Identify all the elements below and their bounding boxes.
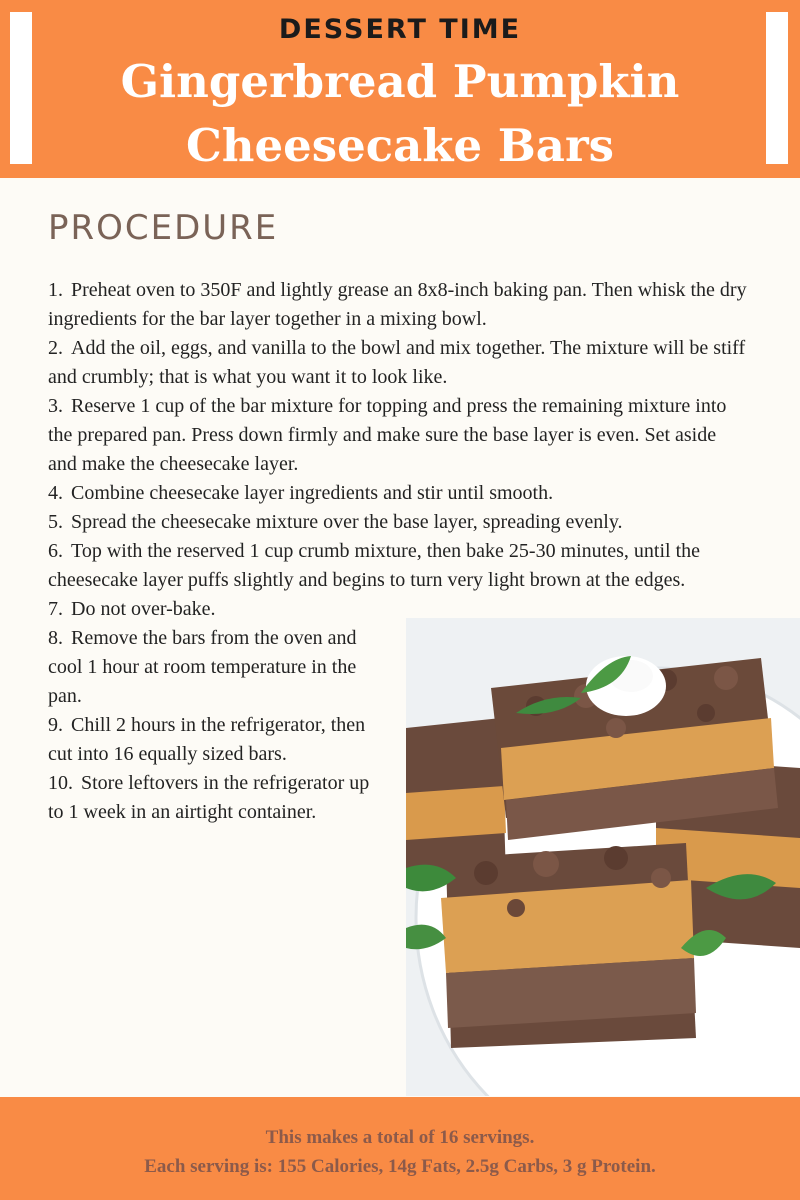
step-number: 3. xyxy=(48,395,63,417)
procedure-step-7 xyxy=(48,595,386,624)
procedure-heading: PROCEDURE xyxy=(48,208,279,248)
step-number: 2. xyxy=(48,337,63,359)
step-text: Preheat oven to 350F and lightly grease an 8x8-inch baking pan. Then whisk the dry ingredients for the bar layer together in a mixing bowl. xyxy=(48,279,747,330)
step-number: 7. xyxy=(48,598,63,620)
step-text: Spread the cheesecake mixture over the base layer, spreading evenly. xyxy=(71,511,623,533)
procedure-step-10 xyxy=(48,769,386,827)
step-text: Combine cheesecake layer ingredients and stir until smooth. xyxy=(71,482,554,504)
step-text: Top with the reserved 1 cup crumb mixture, then bake 25-30 minutes, until the cheesecake layer puffs slightly and begins to turn very light brown at the edges. xyxy=(48,540,701,591)
step-number: 6. xyxy=(48,540,63,562)
procedure-step-1 xyxy=(48,276,748,334)
step-number: 4. xyxy=(48,482,63,504)
recipe-title-line2: Cheesecake Bars xyxy=(185,119,615,172)
procedure-step-2 xyxy=(48,334,748,392)
header-banner xyxy=(0,0,800,178)
step-text: Reserve 1 cup of the bar mixture for topping and press the remaining mixture into the prepared pan. Press down firmly and make sure the base layer is even. Set aside and make the cheesecake layer. xyxy=(48,395,727,475)
procedure-step-6 xyxy=(48,537,748,595)
step-number: 8. xyxy=(48,627,63,649)
recipe-title xyxy=(0,50,800,178)
footer-banner xyxy=(0,1097,800,1200)
step-text: Remove the bars from the oven and cool 1 hour at room temperature in the pan. xyxy=(48,627,357,707)
recipe-title-line1: Gingerbread Pumpkin xyxy=(120,55,680,108)
procedure-step-8 xyxy=(48,624,386,711)
nutrition-info: Each serving is: 155 Calories, 14g Fats, 2.5g Carbs, 3 g Protein. xyxy=(144,1156,656,1177)
step-text: Add the oil, eggs, and vanilla to the bowl and mix together. The mixture will be stiff and crumbly; that is what you want it to look like. xyxy=(48,337,746,388)
step-text: Store leftovers in the refrigerator up to 1 week in an airtight container. xyxy=(48,772,370,823)
step-text: Chill 2 hours in the refrigerator, then cut into 16 equally sized bars. xyxy=(48,714,366,765)
cheesecake-bars-illustration xyxy=(406,618,800,1096)
step-number: 10. xyxy=(48,772,73,794)
step-number: 9. xyxy=(48,714,63,736)
procedure-step-3 xyxy=(48,392,748,479)
step-text: Do not over-bake. xyxy=(71,598,216,620)
header-kicker: DESSERT TIME xyxy=(278,14,522,45)
cheesecake-bars-photo xyxy=(406,618,800,1096)
step-number: 5. xyxy=(48,511,63,533)
procedure-step-5 xyxy=(48,508,748,537)
procedure-step-9 xyxy=(48,711,386,769)
step-number: 1. xyxy=(48,279,63,301)
procedure-step-4 xyxy=(48,479,748,508)
servings-total: This makes a total of 16 servings. xyxy=(265,1127,535,1148)
